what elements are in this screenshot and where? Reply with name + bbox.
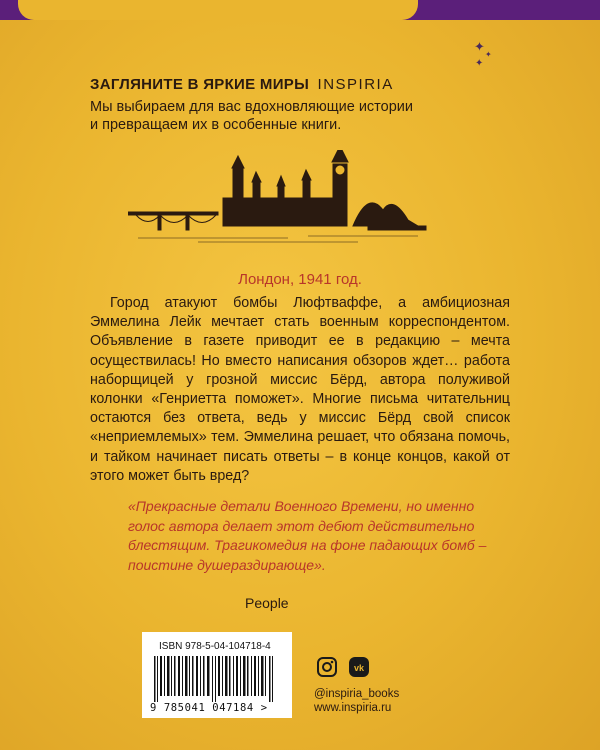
social-icons: [316, 656, 376, 678]
sparkle-icon: ✦: [475, 58, 484, 69]
intro-line: Мы выбираем для вас вдохновляющие истории: [90, 99, 413, 115]
barcode-number: 9 785041 047184 >: [150, 702, 268, 714]
svg-text:vk: vk: [354, 663, 365, 673]
series-headline: [90, 76, 394, 93]
quote-source: People: [245, 595, 289, 611]
sparkle-icon: ✦: [485, 50, 492, 59]
headline-text: ЗАГЛЯНИТЕ В ЯРКИЕ МИРЫ: [90, 76, 310, 93]
brand-name: INSPIRIA: [317, 76, 394, 93]
review-quote: «Прекрасные детали Военного Времени, но именно голос автора делает этот дебют действительно блестящим. Трагикомедия на фоне падающих бомб – поистине душераздирающе».: [128, 498, 487, 573]
isbn-label: ISBN 978-5-04-104718-4: [159, 641, 271, 652]
annotation-paragraph: Город атакуют бомбы Люфтваффе, а амбициозная Эммелина Лейк мечтает стать военным корреспондентом. Объявление в газете приводит ее в редакцию – мечта осуществилась! Но вместо написания обзоров ждет… работа наборщицей у грозной миссис Бёрд, автора полуживой колонки «Генриетта поможет». Многие письма читательниц остаются без ответа, ведь у миссис Бёрд свой список «неприемлемых» тем. Эммелина решает, что обязана помочь, и тайком начинает писать ответы – в конце концов, какой от этого может быть вред?: [90, 295, 510, 484]
london-skyline-illustration: [128, 150, 428, 245]
intro-line: и превращаем их в особенные книги.: [90, 117, 342, 133]
barcode-icon: [152, 656, 282, 702]
sparkle-icon: ✦: [474, 40, 485, 55]
annotation-body: [90, 294, 510, 486]
vk-icon[interactable]: [348, 656, 370, 678]
barcode-block: [142, 632, 292, 718]
series-intro: [90, 98, 510, 134]
annotation-heading: Лондон, 1941 год.: [238, 271, 362, 288]
social-handle[interactable]: @inspiria_books: [314, 688, 400, 700]
website-link[interactable]: www.inspiria.ru: [314, 702, 392, 714]
top-band-notch: [18, 0, 418, 20]
instagram-icon[interactable]: [316, 656, 338, 678]
